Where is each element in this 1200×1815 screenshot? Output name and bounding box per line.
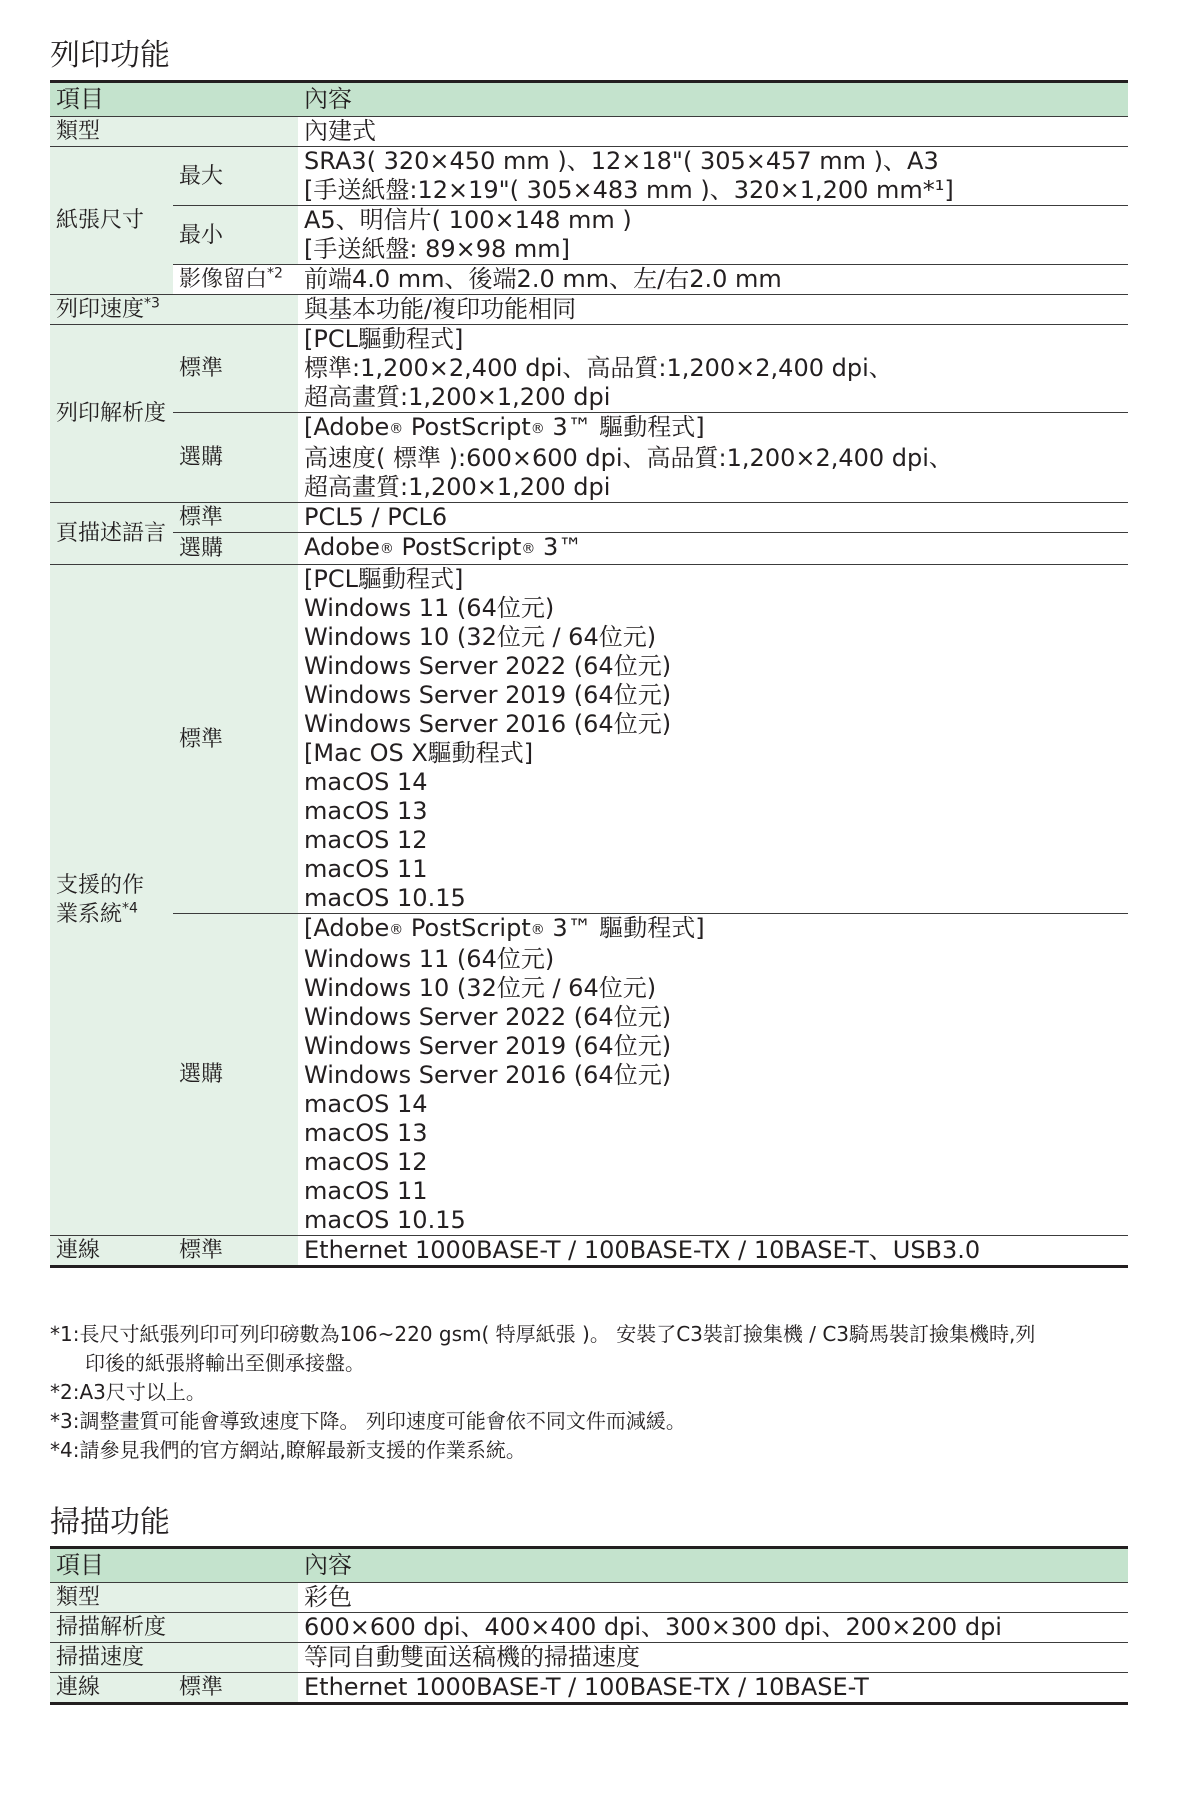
- scan-spec-table: [50, 1546, 1128, 1705]
- value-line: A5、明信片( 100×148 mm ): [304, 206, 632, 234]
- row-value-scan-speed: 等同自動雙面送稿機的掃描速度: [298, 1643, 1128, 1673]
- table-row: [50, 533, 1128, 565]
- row-value-paper-min: [298, 206, 1128, 265]
- table-row: [50, 565, 1128, 914]
- row-value-type: 內建式: [298, 117, 1128, 147]
- scan-section-title: 掃描功能: [50, 1505, 170, 1540]
- table-row: [50, 1236, 1128, 1267]
- print-section-title: 列印功能: [50, 38, 170, 73]
- footnote: 印後的紙張將輸出至側承接盤。: [85, 1351, 365, 1375]
- table-header-row: [50, 82, 1128, 117]
- row-value-resolution-standard: [298, 325, 1128, 413]
- value-line: [手送紙盤: 89×98 mm]: [304, 235, 571, 263]
- header-content: 內容: [298, 82, 1128, 117]
- footnote-mark: *3: [144, 295, 160, 312]
- table-row: [50, 914, 1128, 1236]
- value-line: [手送紙盤:12×19"( 305×483 mm )、320×1,200 mm*¹]: [304, 176, 954, 204]
- table-row: [50, 295, 1128, 325]
- sub-label-standard: 標準: [173, 1236, 298, 1267]
- footnote-mark: *2: [267, 265, 283, 282]
- row-label-type: 類型: [50, 117, 298, 147]
- table-row: [50, 413, 1128, 503]
- table-row: [50, 265, 1128, 295]
- row-label-type: 類型: [50, 1583, 298, 1613]
- footnotes: [50, 1320, 1130, 1465]
- row-value-connection: Ethernet 1000BASE-T / 100BASE-TX / 10BASE-T、USB3.0: [298, 1236, 1128, 1267]
- row-value-os-standard: [PCL驅動程式] Windows 11 (64位元) Windows 10 (32位元 / 64位元) Windows Server 2022 (64位元) Windows Server 2019 (64位元) Windows Server 2016 (64位元) [Mac OS X驅動程式] macOS 14 macOS 13 macOS 12 macOS 11 macOS 10.15: [298, 565, 1128, 914]
- value-line: 超高畫質:1,200×1,200 dpi: [304, 473, 611, 501]
- row-value-image-margin: 前端4.0 mm、後端2.0 mm、左/右2.0 mm: [298, 265, 1128, 295]
- table-row: [50, 1673, 1128, 1704]
- row-value-os-optional: [Adobe® PostScript® 3™ 驅動程式] Windows 11 (64位元) Windows 10 (32位元 / 64位元) Windows Server 2022 (64位元) Windows Server 2019 (64位元) Windows Server 2016 (64位元) macOS 14 macOS 13 macOS 12 macOS 11 macOS 10.15: [298, 914, 1128, 1236]
- sub-label-optional: 選購: [173, 533, 298, 565]
- table-row: [50, 206, 1128, 265]
- row-label-paper-size: 紙張尺寸: [50, 147, 173, 295]
- footnote: *3:調整畫質可能會導致速度下降。 列印速度可能會依不同文件而減緩。: [50, 1409, 686, 1433]
- row-label-print-resolution: 列印解析度: [50, 325, 173, 503]
- sub-label-max: 最大: [173, 147, 298, 206]
- row-label-scan-speed: 掃描速度: [50, 1643, 298, 1673]
- sub-label-image-margin: 影像留白$^{*2}$: [173, 265, 298, 295]
- sub-label-optional: 選購: [173, 914, 298, 1236]
- sub-label-standard: 標準: [173, 503, 298, 533]
- row-value-connection: Ethernet 1000BASE-T / 100BASE-TX / 10BASE-T: [298, 1673, 1128, 1704]
- sub-label-standard: 標準: [173, 325, 298, 413]
- footnote: *2:A3尺寸以上。: [50, 1380, 206, 1404]
- row-label-print-speed: 列印速度$^{*3}$: [50, 295, 298, 325]
- row-label-pdl: 頁描述語言: [50, 503, 173, 565]
- sub-label-min: 最小: [173, 206, 298, 265]
- table-row: [50, 1613, 1128, 1643]
- value-line: [PCL驅動程式]: [304, 325, 464, 353]
- table-header-row: [50, 1548, 1128, 1583]
- value-line: 高速度( 標準 ):600×600 dpi、高品質:1,200×2,400 dpi、: [304, 444, 953, 472]
- row-label-supported-os: 支援的作 業系統$^{*4}$: [50, 565, 173, 1236]
- row-value-pdl-optional: Adobe® PostScript® 3™: [298, 533, 1128, 565]
- print-spec-table: [50, 80, 1128, 1268]
- row-value-paper-max: [298, 147, 1128, 206]
- sub-label-standard: 標準: [173, 565, 298, 914]
- sub-label-optional: 選購: [173, 413, 298, 503]
- row-value-pdl-standard: PCL5 / PCL6: [298, 503, 1128, 533]
- header-item: 項目: [50, 82, 298, 117]
- table-row: [50, 117, 1128, 147]
- sub-label-standard: 標準: [173, 1673, 298, 1704]
- footnote: *1:長尺寸紙張列印可列印磅數為106~220 gsm( 特厚紙張 )。 安裝了C3裝訂撿集機 / C3騎馬裝訂撿集機時,列: [50, 1322, 1036, 1346]
- value-line: 標準:1,200×2,400 dpi、高品質:1,200×2,400 dpi、: [304, 354, 893, 382]
- row-value-type: 彩色: [298, 1583, 1128, 1613]
- row-label-scan-resolution: 掃描解析度: [50, 1613, 298, 1643]
- header-content: 內容: [298, 1548, 1128, 1583]
- table-row: [50, 503, 1128, 533]
- row-value-scan-resolution: 600×600 dpi、400×400 dpi、300×300 dpi、200×200 dpi: [298, 1613, 1128, 1643]
- footnote-mark: *4: [122, 900, 138, 917]
- row-value-print-speed: 與基本功能/複印功能相同: [298, 295, 1128, 325]
- table-row: [50, 1643, 1128, 1673]
- footnote: *4:請參見我們的官方網站,瞭解最新支援的作業系統。: [50, 1438, 526, 1462]
- value-line: SRA3( 320×450 mm )、12×18"( 305×457 mm )、A3: [304, 147, 939, 175]
- table-row: [50, 325, 1128, 413]
- value-line: [Adobe® PostScript® 3™ 驅動程式]: [304, 914, 705, 942]
- table-row: [50, 147, 1128, 206]
- value-line: 超高畫質:1,200×1,200 dpi: [304, 383, 611, 411]
- value-line: [Adobe® PostScript® 3™ 驅動程式]: [304, 413, 705, 441]
- table-row: [50, 1583, 1128, 1613]
- row-label-connection: 連線: [50, 1236, 173, 1267]
- header-item: 項目: [50, 1548, 298, 1583]
- row-value-resolution-optional: [298, 413, 1128, 503]
- row-label-connection: 連線: [50, 1673, 173, 1704]
